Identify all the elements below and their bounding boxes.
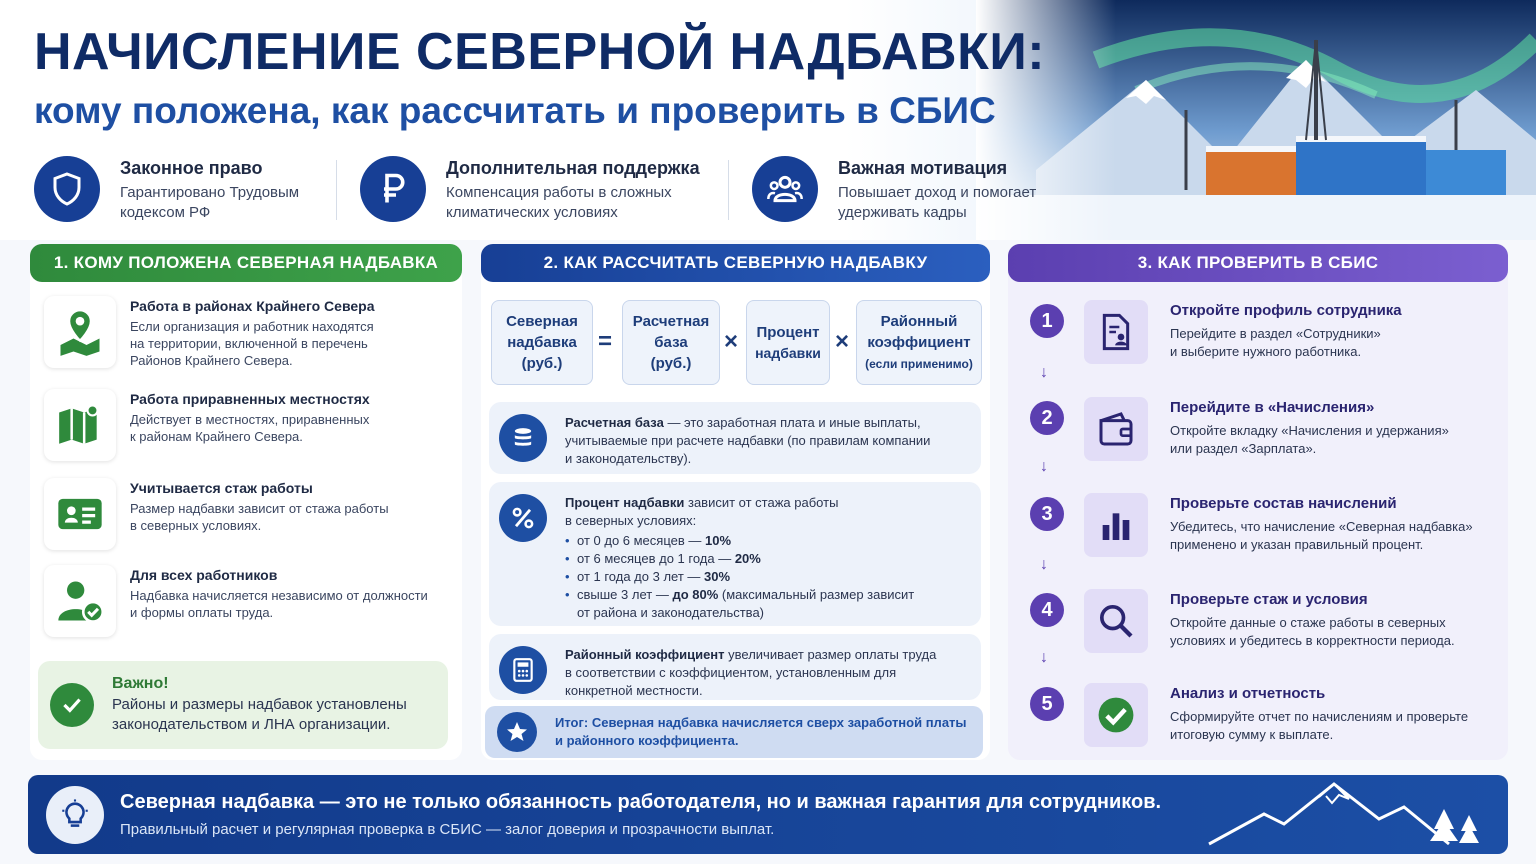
percent-tier: • свыше 3 лет — до 80% (максимальный размер зависит от района и законодательства) — [565, 586, 914, 622]
feature-title: Законное право — [120, 158, 263, 178]
step-title: Откройте профиль сотрудника — [1170, 302, 1402, 319]
wallet-icon — [1084, 397, 1148, 461]
feature-support — [360, 156, 700, 226]
step-desc: Откройте вкладку «Начисления и удержания» или раздел «Зарплата». — [1170, 423, 1449, 456]
feature-motivation — [752, 156, 1036, 226]
equals-sign: = — [598, 328, 613, 355]
percent-text: Процент надбавки зависит от стажа работы в северных условиях: • от 0 до 6 месяцев — 10% • от 6 месяцев до 1 года — 20% • от 1 года до 3 лет — 30% • свыше 3 лет — до 80% (максимальный размер зависит от района и законодательства) — [565, 494, 914, 614]
step-3 — [1030, 493, 1500, 557]
who-item-desc: Если организация и работник находятся на территории, включенной в перечень Районов Крайнего Севера. — [130, 319, 374, 368]
step-desc: Перейдите в раздел «Сотрудники» и выберите нужного работника. — [1170, 326, 1381, 359]
people-icon — [752, 156, 818, 222]
step-number: 1 — [1030, 304, 1064, 338]
who-item — [44, 389, 448, 461]
footer-banner — [28, 775, 1508, 854]
map-icon — [44, 389, 116, 461]
step-number: 5 — [1030, 687, 1064, 721]
step-number: 4 — [1030, 593, 1064, 627]
feature-legal-right — [34, 156, 299, 226]
who-item-desc: Размер надбавки зависит от стажа работы в северных условиях. — [130, 501, 389, 533]
feature-title: Дополнительная поддержка — [446, 158, 700, 178]
page-subtitle: кому положена, как рассчитать и проверить в СБИС — [34, 90, 996, 131]
arrow-down-icon: ↓ — [1040, 649, 1048, 666]
formula-coefficient: Районный коэффициент (если применимо) — [856, 300, 982, 385]
divider — [336, 160, 337, 220]
step-desc: Сформируйте отчет по начислениям и проверьте итоговую сумму к выплате. — [1170, 709, 1469, 742]
formula-base: Расчетная база (руб.) — [622, 300, 720, 385]
step-title: Проверьте стаж и условия — [1170, 591, 1368, 608]
who-heading: 1. КОМУ ПОЛОЖЕНА СЕВЕРНАЯ НАДБАВКА — [30, 244, 462, 282]
who-item-title: Работа в районах Крайнего Севера — [130, 298, 375, 314]
percent-icon — [499, 494, 547, 542]
formula-percent: Процент надбавки — [746, 300, 830, 385]
shield-icon — [34, 156, 100, 222]
base-info — [489, 402, 981, 474]
feature-title: Важная мотивация — [838, 158, 1008, 178]
total-note — [485, 706, 983, 758]
footer-subtitle: Правильный расчет и регулярная проверка в СБИС — залог доверия и прозрачности выплат. — [120, 821, 775, 838]
percent-tier: • от 1 года до 3 лет — 30% — [565, 568, 914, 586]
mountains-icon — [1204, 779, 1484, 849]
step-desc: Убедитесь, что начисление «Северная надбавка» применено и указан правильный процент. — [1170, 519, 1473, 552]
multiply-sign: × — [724, 328, 739, 355]
who-item-title: Работа приравненных местностях — [130, 391, 370, 407]
bar-chart-icon — [1084, 493, 1148, 557]
hero-banner — [0, 0, 1536, 240]
step-number: 2 — [1030, 401, 1064, 435]
arctic-landscape-illustration — [976, 0, 1536, 240]
important-note — [38, 661, 448, 749]
coefficient-info — [489, 634, 981, 700]
magnifier-icon — [1084, 589, 1148, 653]
who-item-title: Для всех работников — [130, 567, 278, 583]
profile-doc-icon — [1084, 300, 1148, 364]
arrow-down-icon: ↓ — [1040, 458, 1048, 475]
coins-icon — [499, 414, 547, 462]
step-4 — [1030, 589, 1500, 653]
id-card-icon — [44, 478, 116, 550]
who-item-title: Учитывается стаж работы — [130, 480, 313, 496]
who-item-desc: Действует в местностях, приравненных к районам Крайнего Севера. — [130, 412, 370, 444]
percent-tier: • от 0 до 6 месяцев — 10% — [565, 532, 914, 550]
user-check-icon — [44, 565, 116, 637]
who-item-desc: Надбавка начисляется независимо от должности и формы оплаты труда. — [130, 588, 428, 620]
check-icon — [50, 683, 94, 727]
map-pin-icon — [44, 296, 116, 368]
arrow-down-icon: ↓ — [1040, 364, 1048, 381]
multiply-sign: × — [835, 328, 850, 355]
formula-northern-allowance: Северная надбавка (руб.) — [491, 300, 593, 385]
ruble-icon — [360, 156, 426, 222]
step-number: 3 — [1030, 497, 1064, 531]
step-5 — [1030, 683, 1500, 747]
coefficient-text: Районный коэффициент увеличивает размер оплаты труда в соответствии с коэффициентом, установленным для конкретной местности. — [565, 647, 937, 698]
check-circle-icon — [1084, 683, 1148, 747]
calc-section — [481, 244, 990, 760]
calc-heading: 2. КАК РАССЧИТАТЬ СЕВЕРНУЮ НАДБАВКУ — [481, 244, 990, 282]
feature-desc: Компенсация работы в сложных климатических условиях — [446, 184, 672, 221]
step-title: Перейдите в «Начисления» — [1170, 399, 1375, 416]
step-title: Проверьте состав начислений — [1170, 495, 1397, 512]
check-section — [1008, 244, 1508, 760]
important-text: Районы и размеры надбавок установлены законодательством и ЛНА организации. — [112, 696, 407, 733]
step-1 — [1030, 300, 1500, 364]
percent-tier: • от 6 месяцев до 1 года — 20% — [565, 550, 914, 568]
who-section — [30, 244, 462, 760]
total-text: Итог: Северная надбавка начисляется сверх заработной платы и районного коэффициента. — [555, 715, 967, 748]
who-item — [44, 565, 448, 637]
step-title: Анализ и отчетность — [1170, 685, 1326, 702]
who-item — [44, 478, 448, 550]
base-text: Расчетная база — это заработная плата и иные выплаты, учитываемые при расчете надбавки (по правилам компании и законодательству). — [565, 415, 931, 466]
percent-info — [489, 482, 981, 626]
important-title: Важно! — [112, 675, 169, 692]
check-heading: 3. КАК ПРОВЕРИТЬ В СБИС — [1008, 244, 1508, 282]
page-title: НАЧИСЛЕНИЕ СЕВЕРНОЙ НАДБАВКИ: — [34, 23, 1046, 81]
lightbulb-icon — [46, 786, 104, 844]
arrow-down-icon: ↓ — [1040, 556, 1048, 573]
step-desc: Откройте данные о стаже работы в северных условиях и убедитесь в корректности периода. — [1170, 615, 1455, 648]
divider — [728, 160, 729, 220]
feature-desc: Гарантировано Трудовым кодексом РФ — [120, 184, 300, 221]
step-2 — [1030, 397, 1500, 461]
who-item — [44, 296, 448, 369]
feature-desc: Повышает доход и помогает удерживать кадры — [838, 184, 1037, 221]
calculator-icon — [499, 646, 547, 694]
star-icon — [497, 712, 537, 752]
footer-title: Северная надбавка — это не только обязанность работодателя, но и важная гарантия для сотрудников. — [120, 791, 1162, 813]
